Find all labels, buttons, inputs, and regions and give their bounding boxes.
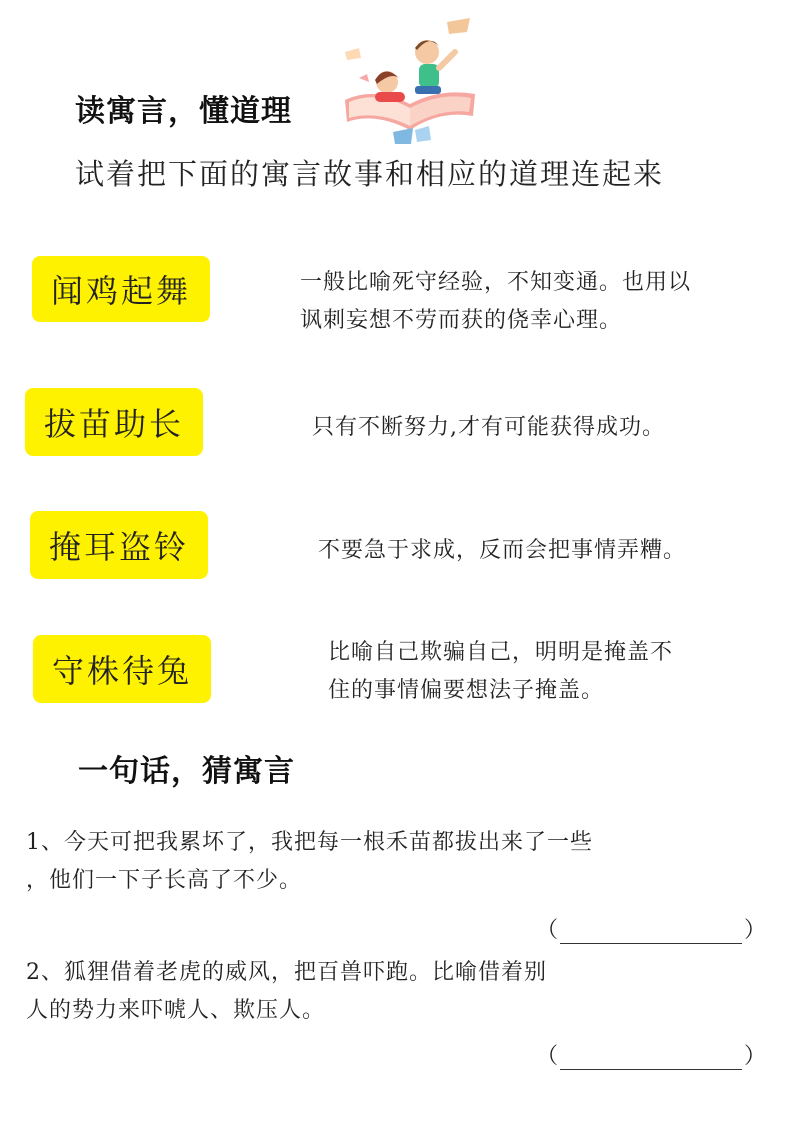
meaning-1-line-1: 一般比喻死守经验，不知变通。也用以 <box>300 270 692 295</box>
idiom-label-3: 掩耳盗铃 <box>48 528 189 566</box>
idiom-label-4: 守株待兔 <box>51 652 192 690</box>
meaning-item-2[interactable] <box>312 409 665 447</box>
children-reading-book-illustration <box>335 8 485 148</box>
answer-2-close-paren: ） <box>744 1044 767 1069</box>
section-title-guess-fable: 一句话，猜寓言 <box>78 754 295 789</box>
idiom-box-3[interactable] <box>30 511 208 579</box>
answer-2-open-paren: （ <box>536 1044 559 1069</box>
question-2-line-2: 人的势力来吓唬人、欺压人。 <box>26 998 326 1023</box>
answer-2-blank[interactable] <box>536 1036 766 1070</box>
answer-1-input-line[interactable] <box>560 917 742 944</box>
idiom-label-1: 闻鸡起舞 <box>50 272 191 310</box>
meaning-4-line-2: 住的事情偏要想法子掩盖。 <box>328 678 605 703</box>
meaning-item-1[interactable] <box>300 264 691 340</box>
question-1-line-2: ，他们一下子长高了不少。 <box>26 868 303 893</box>
question-2-line-1: 2、狐狸借着老虎的威风，把百兽吓跑。比喻借着别 <box>26 960 547 985</box>
meaning-1-line-2: 讽刺妄想不劳而获的侥幸心理。 <box>300 308 623 333</box>
question-1 <box>26 824 593 900</box>
idiom-box-1[interactable] <box>32 256 210 322</box>
meaning-3-line-1: 不要急于求成，反而会把事情弄糟。 <box>318 538 687 563</box>
meaning-2-line-1: 只有不断努力,才有可能获得成功。 <box>312 415 665 440</box>
answer-1-close-paren: ） <box>744 918 767 943</box>
answer-1-open-paren: （ <box>536 918 559 943</box>
answer-1-blank[interactable] <box>536 910 766 944</box>
question-2 <box>26 954 547 1030</box>
section-title-read-fables: 读寓言，懂道理 <box>75 94 292 129</box>
meaning-item-3[interactable] <box>318 532 686 570</box>
meaning-4-line-1: 比喻自己欺骗自己，明明是掩盖不 <box>328 640 674 665</box>
matching-instruction: 试着把下面的寓言故事和相应的道理连起来 <box>75 157 665 191</box>
meaning-item-4[interactable] <box>328 634 673 710</box>
idiom-box-4[interactable] <box>33 635 211 703</box>
idiom-label-2: 拔苗助长 <box>43 405 184 443</box>
answer-2-input-line[interactable] <box>560 1043 742 1070</box>
idiom-box-2[interactable] <box>25 388 203 456</box>
question-1-line-1: 1、今天可把我累坏了，我把每一根禾苗都拔出来了一些 <box>26 830 593 855</box>
